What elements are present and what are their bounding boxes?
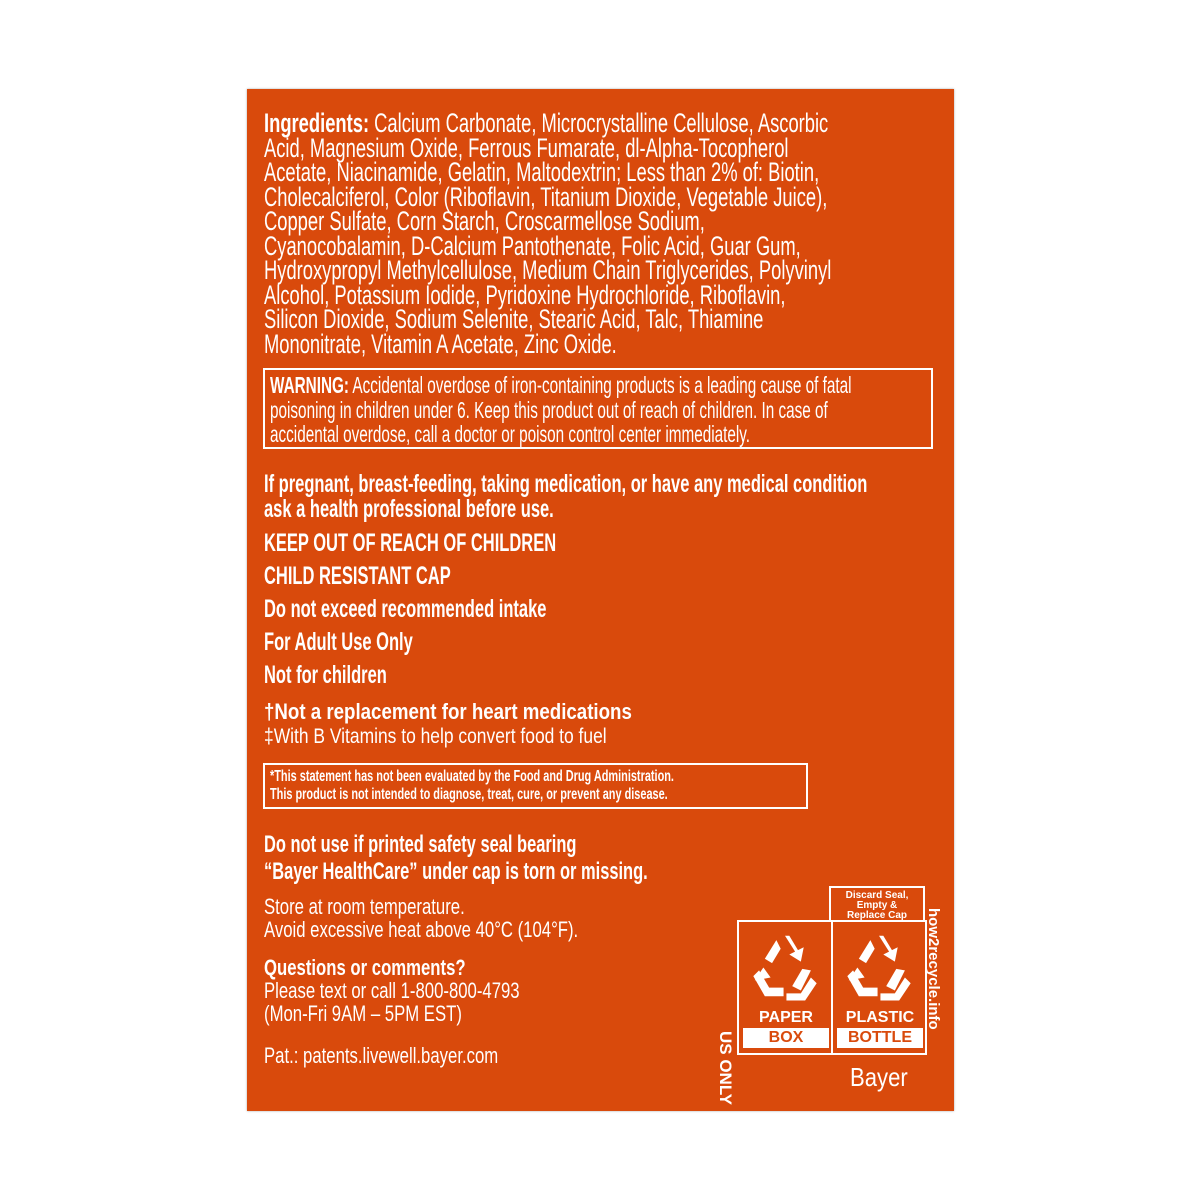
storage-instructions bbox=[264, 895, 578, 941]
double-dagger-note: ‡With B Vitamins to help convert food to fuel bbox=[264, 725, 607, 748]
bayer-wordmark: Bayer bbox=[850, 1062, 908, 1092]
questions-phone-line: Please text or call 1-800-800-4793 bbox=[264, 978, 520, 1003]
questions-hours-line: (Mon-Fri 9AM – 5PM EST) bbox=[264, 1001, 462, 1026]
ingredients-line: Silicon Dioxide, Sodium Selenite, Stearic Acid, Talc, Thiamine bbox=[264, 304, 764, 334]
ingredients-line: Cholecalciferol, Color (Riboflavin, Titanium Dioxide, Vegetable Juice), bbox=[264, 181, 828, 212]
warning-box bbox=[263, 368, 933, 449]
warning-line: accidental overdose, call a doctor or poison control center immediately. bbox=[270, 421, 751, 447]
safety-seal-notice bbox=[264, 831, 648, 885]
recycle-divider bbox=[831, 922, 833, 1053]
child-resistant-cap-text: CHILD RESISTANT CAP bbox=[264, 562, 451, 590]
dagger-note: †Not a replacement for heart medications bbox=[264, 699, 632, 724]
recycle-icon bbox=[747, 930, 823, 1002]
ingredients-line: Acid, Magnesium Oxide, Ferrous Fumarate, dl-Alpha-Tocopherol bbox=[264, 132, 789, 163]
discard-instructions bbox=[829, 886, 925, 922]
ingredients-line: Copper Sulfate, Corn Starch, Croscarmellose Sodium, bbox=[264, 206, 705, 236]
ingredients-line: Calcium Carbonate, Microcrystalline Cellulose, Ascorbic bbox=[369, 108, 829, 138]
ingredients-line: Alcohol, Potassium Iodide, Pyridoxine Hydrochloride, Riboflavin, bbox=[264, 279, 786, 310]
questions-section bbox=[264, 956, 520, 1025]
questions-heading: Questions or comments? bbox=[264, 955, 466, 980]
not-for-children-text: Not for children bbox=[264, 661, 387, 689]
warning-label: WARNING: bbox=[270, 372, 350, 398]
storage-line: Avoid excessive heat above 40°C (104°F). bbox=[264, 917, 579, 942]
discard-line: Empty & bbox=[856, 900, 898, 911]
adult-use-only-text: For Adult Use Only bbox=[264, 628, 413, 656]
box-label: BOX bbox=[743, 1028, 829, 1048]
patent-notice: Pat.: patents.livewell.bayer.com bbox=[264, 1043, 499, 1068]
warning-line: poisoning in children under 6. Keep this product out of reach of children. In case of bbox=[270, 396, 828, 423]
ingredients-label: Ingredients: bbox=[264, 108, 370, 138]
storage-line: Store at room temperature. bbox=[264, 894, 465, 919]
ingredients-line: Mononitrate, Vitamin A Acetate, Zinc Oxide. bbox=[264, 328, 617, 359]
how2recycle-label bbox=[716, 886, 947, 1106]
safety-seal-line: “Bayer HealthCare” under cap is torn or missing. bbox=[264, 858, 648, 885]
recycle-grid bbox=[737, 920, 927, 1055]
ingredients-line: Acetate, Niacinamide, Gelatin, Maltodextrin; Less than 2% of: Biotin, bbox=[264, 157, 820, 187]
keep-out-of-reach-text: KEEP OUT OF REACH OF CHILDREN bbox=[264, 529, 557, 557]
ingredients-line: Cyanocobalamin, D-Calcium Pantothenate, Folic Acid, Guar Gum, bbox=[264, 230, 801, 261]
do-not-exceed-text: Do not exceed recommended intake bbox=[264, 595, 547, 623]
pregnancy-advisory-line: If pregnant, breast-feeding, taking medication, or have any medical condition bbox=[264, 470, 868, 498]
ingredients-line: Hydroxypropyl Methylcellulose, Medium Chain Triglycerides, Polyvinyl bbox=[264, 255, 832, 285]
safety-seal-line: Do not use if printed safety seal bearing bbox=[264, 831, 577, 858]
bottle-label: BOTTLE bbox=[837, 1028, 923, 1048]
how2recycle-site: how2recycle.info bbox=[925, 908, 942, 1030]
discard-line: Replace Cap bbox=[846, 910, 908, 921]
plastic-label: PLASTIC bbox=[845, 1009, 915, 1026]
pregnancy-advisory bbox=[264, 472, 867, 522]
pregnancy-advisory-line: ask a health professional before use. bbox=[264, 495, 554, 523]
us-only-text: US ONLY bbox=[716, 1031, 735, 1106]
warning-line: Accidental overdose of iron-containing products is a leading cause of fatal bbox=[349, 372, 852, 398]
discard-line: Discard Seal, bbox=[845, 890, 909, 901]
recycle-icon bbox=[841, 930, 917, 1002]
fda-disclaimer-box bbox=[263, 763, 808, 809]
paper-label: PAPER bbox=[759, 1009, 813, 1026]
product-label-panel bbox=[247, 89, 954, 1111]
fda-disclaimer-line: *This statement has not been evaluated by the Food and Drug Administration. bbox=[270, 768, 674, 785]
ingredients-section bbox=[264, 108, 944, 359]
fda-disclaimer-line: This product is not intended to diagnose, treat, cure, or prevent any disease. bbox=[270, 786, 668, 803]
